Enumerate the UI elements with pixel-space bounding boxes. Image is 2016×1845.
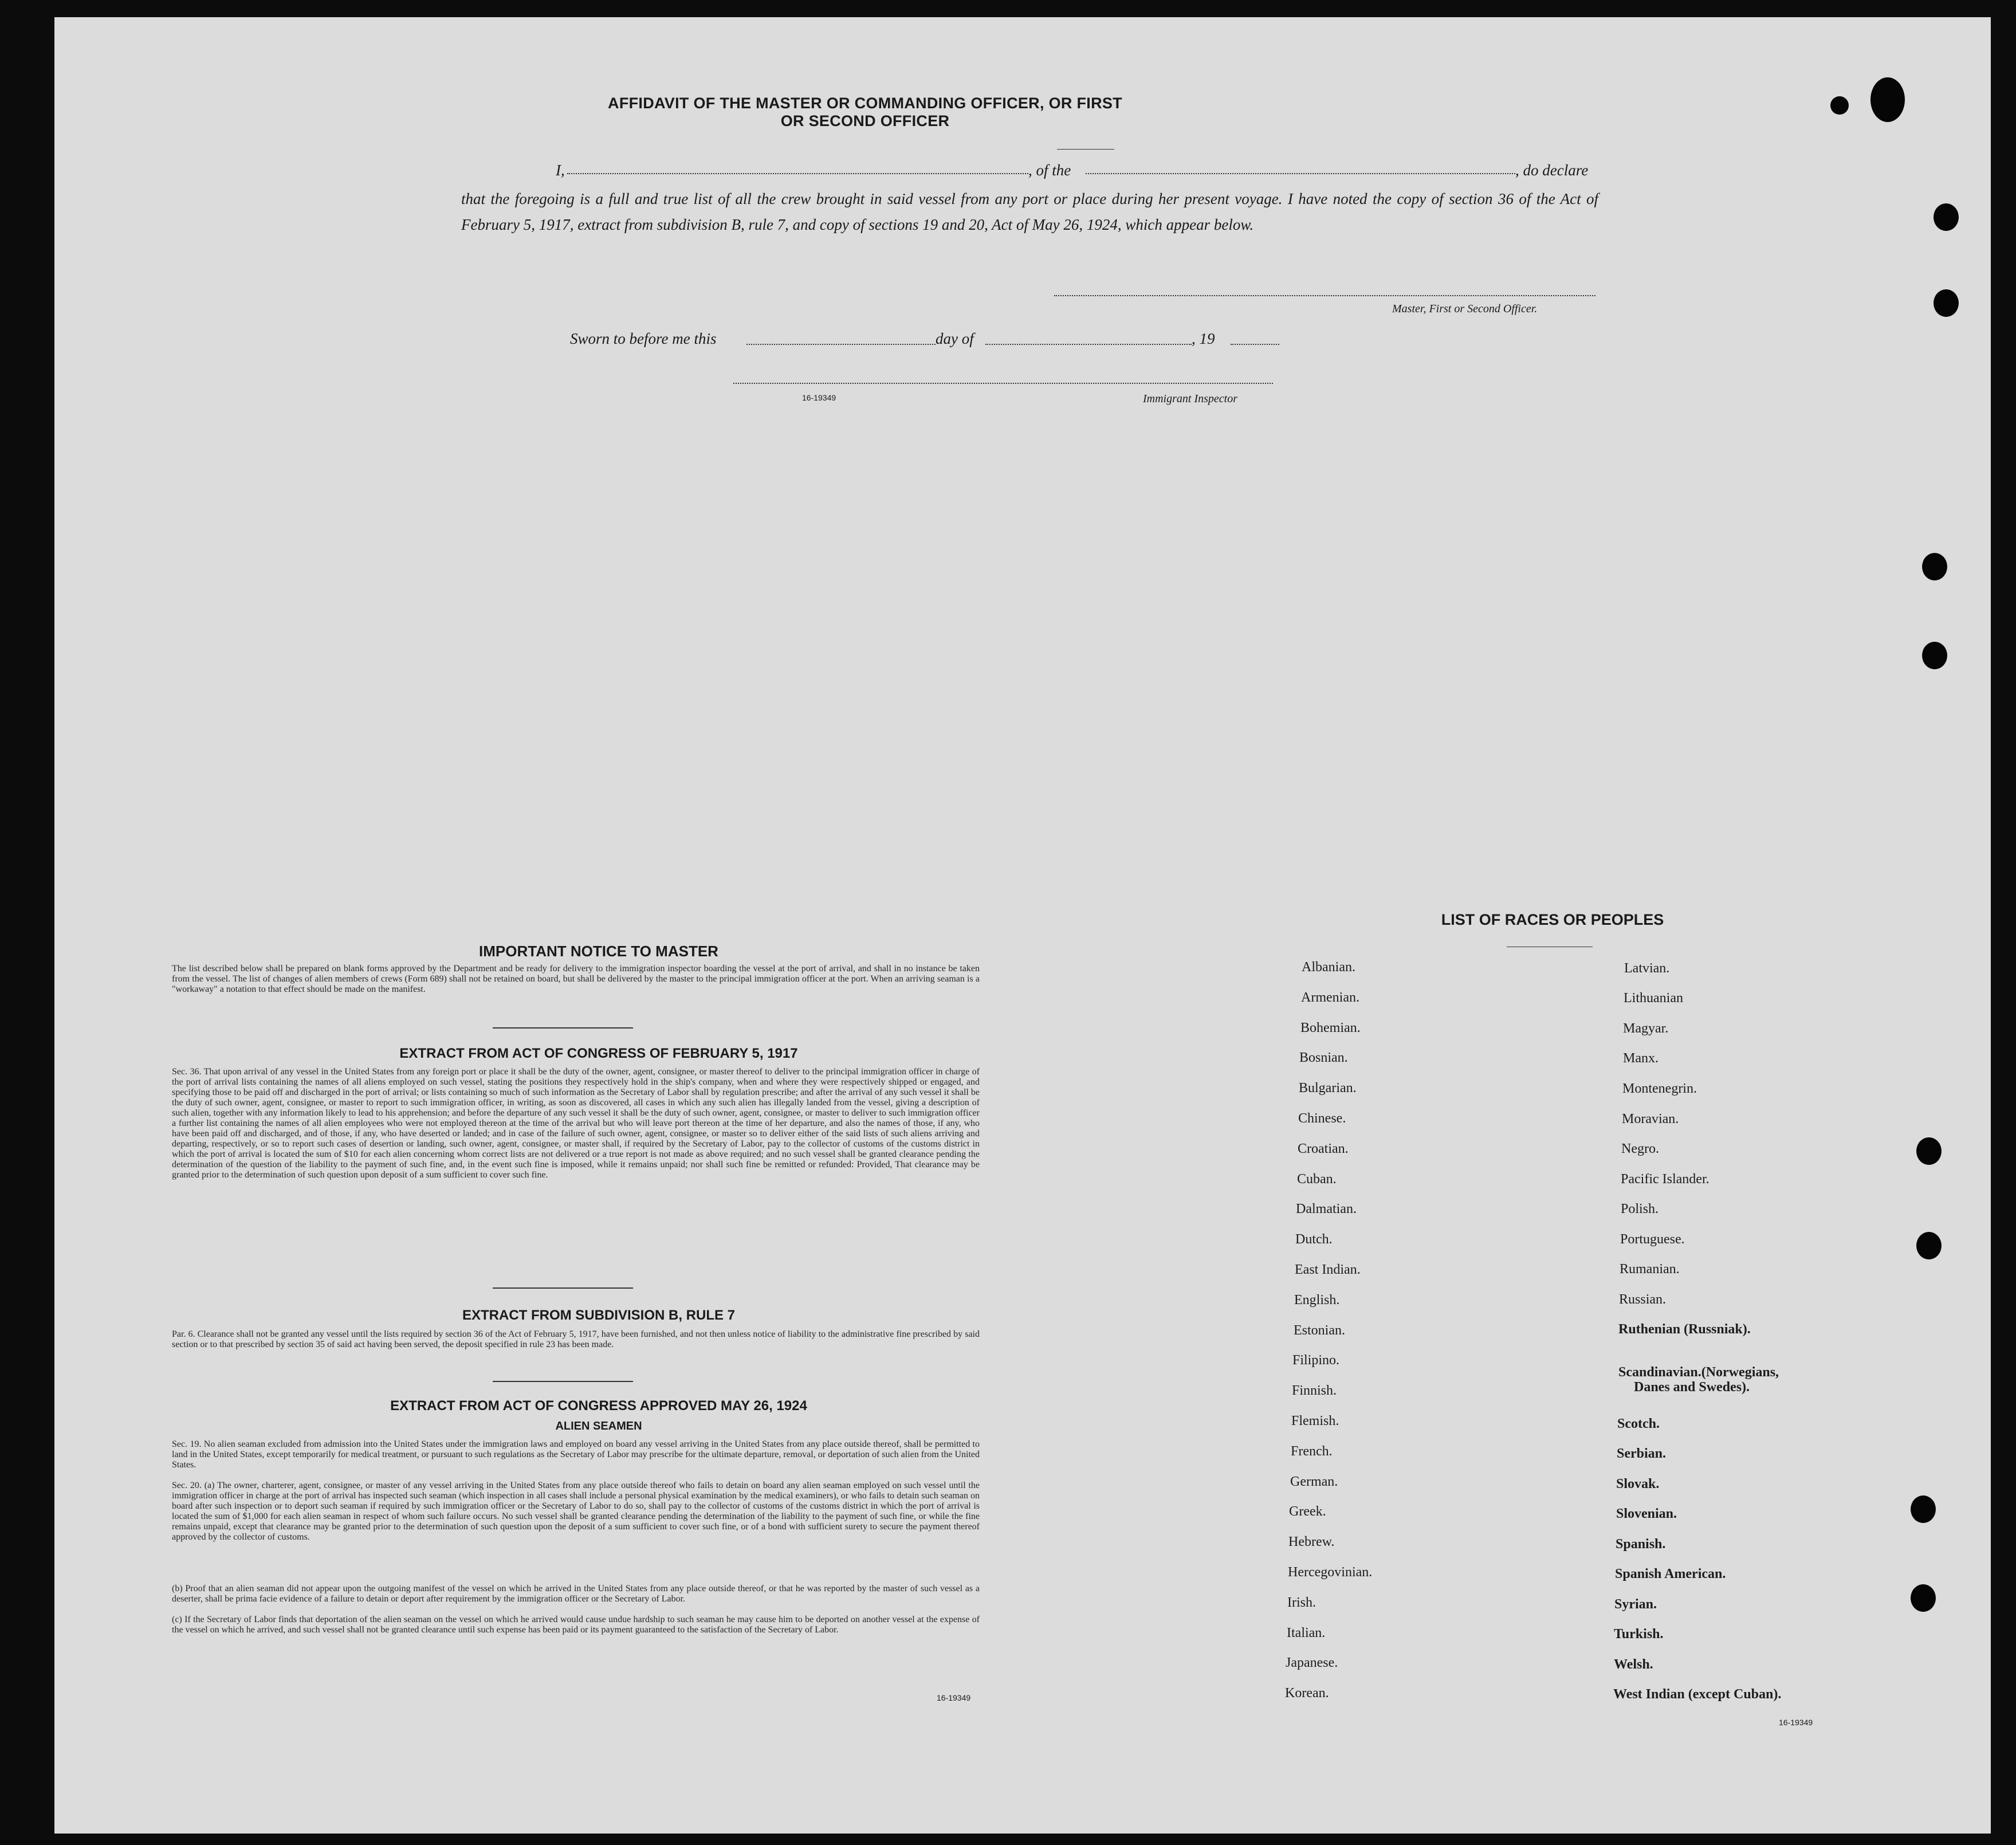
race-item: Serbian. (1617, 1446, 1667, 1461)
punch-hole (1916, 1137, 1942, 1165)
inspector-signature-field[interactable] (733, 383, 1273, 384)
race-item: Hebrew. (1288, 1534, 1335, 1550)
race-item: French. (1291, 1443, 1333, 1459)
race-item: Magyar. (1623, 1021, 1669, 1036)
punch-hole (1934, 203, 1959, 231)
race-item: Syrian. (1614, 1597, 1657, 1612)
punch-hole (1916, 1232, 1942, 1259)
race-item: Pacific Islander. (1621, 1172, 1710, 1187)
sec20b-text: (b) Proof that an alien seaman did not appear upon the outgoing manifest of the vessel on which he arrived in the United States from any place outside thereof, or that he was reported by the master of such vessel as a deserter, shall be prima facie evidence of a failure to detain or deport after requirement by the immigration officer or the Secretary of Labor. (172, 1584, 980, 1604)
race-item: Spanish. (1616, 1537, 1666, 1552)
race-item: Slovenian. (1616, 1506, 1677, 1521)
race-item: Chinese. (1298, 1111, 1346, 1126)
sworn-month-field[interactable] (985, 344, 1192, 345)
race-item: Armenian. (1301, 990, 1359, 1005)
race-item: Russian. (1619, 1292, 1667, 1307)
race-item: Hercegovinian. (1288, 1565, 1373, 1580)
master-signature-label: Master, First or Second Officer. (1392, 303, 1538, 315)
punch-hole (1922, 553, 1947, 580)
race-item: Bohemian. (1300, 1020, 1361, 1035)
sec19-text: Sec. 19. No alien seaman excluded from admission into the United States under the immigration laws and employed on board any vessel arriving in the United States from any place outside thereof, shall be permitted to land in the United States, except temporarily for medical treatment, or pursuant to such regulations as the Secretary of Labor may prescribe for the ultimate departure, removal, or deportation of such alien from the United States. (172, 1439, 980, 1470)
races-title: LIST OF RACES OR PEOPLES (1441, 911, 1664, 928)
sec20a-text: Sec. 20. (a) The owner, charterer, agent, consignee, or master of any vessel arriving in the United States from any place outside thereof who fails to detain on board any alien seaman employed on such vessel until the immigration officer in charge at the port of arrival has inspected such seaman (which inspection in all cases shall include a personal physical examination by the medical examiners), or who fails to detain such seaman on board after such inspection or to deport such seaman if required by such immigration officer or the Secretary of Labor to do so, shall pay to the collector of customs of the customs district in which the port of arrival is located the sum of $1,000 for each alien seaman in respect of whom such failure occurs. No such vessel shall be granted clearance pending the determination of the liability to the payment of such fine, or while the fine remains unpaid, except that clearance may be granted prior to the determination of such question upon the deposit of a sum sufficient to cover such fine, or of a bond with sufficient surety to secure the payment thereof approved by the collector of customs. (172, 1481, 980, 1542)
extract-1917-title: EXTRACT FROM ACT OF CONGRESS OF FEBRUARY 5, 1917 (399, 1046, 798, 1061)
race-item: Scotch. (1617, 1416, 1660, 1431)
race-item: Italian. (1287, 1625, 1326, 1640)
race-item: Scandinavian.(Norwegians, (1618, 1365, 1779, 1380)
punch-hole (1911, 1495, 1936, 1523)
sworn-year-field[interactable] (1231, 344, 1279, 345)
day-of-label: day of (936, 330, 974, 347)
race-item: Bulgarian. (1299, 1081, 1357, 1096)
race-item: Bosnian. (1299, 1050, 1348, 1066)
master-signature-field[interactable] (1054, 295, 1595, 296)
form-number: 16-19349 (1779, 1718, 1813, 1727)
sworn-day-field[interactable] (746, 344, 936, 345)
race-item: Polish. (1621, 1202, 1659, 1216)
race-item: Filipino. (1292, 1353, 1340, 1368)
race-item: Japanese. (1286, 1655, 1338, 1671)
race-item: Turkish. (1614, 1627, 1664, 1642)
sworn-label: Sworn to before me this (570, 330, 717, 347)
sec20c-text: (c) If the Secretary of Labor finds that deportation of the alien seaman on the vessel on which he arrived would cause undue hardship to such seaman he may cause him to be deported on another vessel at the expense of the vessel on which he arrived, and such vessel shall not be granted clearance until such expense has been paid or its payment guaranteed to the satisfaction of the Secretary of Labor. (172, 1615, 980, 1635)
rule7-title: EXTRACT FROM SUBDIVISION B, RULE 7 (462, 1308, 736, 1323)
section-divider (493, 1027, 633, 1029)
title-underline (1057, 149, 1114, 150)
race-item: Ruthenian (Russniak). (1618, 1322, 1751, 1337)
affidavit-declare-label: , do declare (1515, 162, 1589, 179)
section-divider (493, 1287, 633, 1289)
alien-seamen-subtitle: ALIEN SEAMEN (555, 1420, 642, 1432)
race-item: Welsh. (1614, 1657, 1653, 1672)
race-item: Cuban. (1297, 1171, 1337, 1187)
race-item: Croatian. (1298, 1141, 1349, 1156)
affidavit-paragraph: that the foregoing is a full and true list of all the crew brought in said vessel from any port or place during her present voyage. I have noted the copy of section 36 of the Act of February 5, 1917, extract from subdivision B, rule 7, and copy of sections 19 and 20, Act of May 26, 1924, which appear below. (461, 190, 1598, 233)
punch-hole (1911, 1584, 1936, 1612)
race-item: Rumanian. (1620, 1262, 1680, 1277)
punch-hole (1830, 96, 1849, 115)
race-item: Latvian. (1624, 961, 1670, 976)
section-divider (493, 1381, 633, 1382)
form-number: 16-19349 (802, 393, 836, 402)
race-item: Flemish. (1291, 1414, 1339, 1428)
race-item: Montenegrin. (1622, 1081, 1697, 1096)
race-item: Lithuanian (1624, 991, 1683, 1006)
race-item: Korean. (1285, 1686, 1329, 1701)
punch-hole (1922, 642, 1947, 669)
race-item: Albanian. (1302, 960, 1355, 975)
race-item: Manx. (1623, 1051, 1659, 1066)
race-item: West Indian (except Cuban). (1613, 1687, 1782, 1702)
race-item: East Indian. (1295, 1262, 1361, 1277)
race-item: Estonian. (1294, 1322, 1345, 1338)
affidavit-i-label: I, (556, 162, 565, 179)
affidavit-of-the-label: , of the (1028, 162, 1071, 179)
vessel-field[interactable] (1086, 173, 1515, 174)
race-item: Spanish American. (1615, 1567, 1726, 1581)
year-label: , 19 (1192, 330, 1215, 347)
race-item: Dalmatian. (1296, 1202, 1357, 1217)
race-item: Negro. (1621, 1141, 1659, 1156)
race-item: Finnish. (1292, 1383, 1337, 1399)
name-field[interactable] (567, 173, 1028, 174)
race-item: Greek. (1289, 1504, 1326, 1520)
notice-title: IMPORTANT NOTICE TO MASTER (479, 943, 718, 960)
extract-1924-title: EXTRACT FROM ACT OF CONGRESS APPROVED MAY 26, 1924 (390, 1398, 807, 1414)
race-item: Danes and Swedes). (1634, 1380, 1750, 1395)
race-item: Portuguese. (1620, 1232, 1685, 1247)
extract-1917-text: Sec. 36. That upon arrival of any vessel in the United States from any foreign port or place it shall be the duty of the owner, agent, consignee, or master thereof to deliver to the principal immigration officer in charge of the port of arrival lists containing the names of all aliens employed on such vessel, stating the positions they respectively hold in the ship's company, when and where they were respectively shipped or engaged, and specifying those to be paid off and discharged in the port of arrival; or lists containing so much of such information as the Secretary of Labor shall by regulation prescribe; and after the arrival of any such vessel it shall be the duty of such owner, agent, consignee, or master to report to such immigration officer, in writing, as soon as discovered, all cases in which any such alien has illegally landed from the vessel, giving a description of such alien, together with any information likely to lead to his apprehension; and before the departure of any such vessel it shall be the duty of such owner, agent, consignee, or master to deliver to such immigration officer a further list containing the names of all alien employees who were not employed thereon at the time of the arrival but who will leave port thereon at the time of her departure, and also the names of those, if any, who have been paid off and discharged, and of those, if any, who have deserted or landed; and in case of the failure of such owner, agent, consignee, or master so to deliver either of the said lists of such aliens arriving and departing, respectively, or so to report such cases of desertion or landing, such owner, agent, consignee, or master shall, if required by the Secretary of Labor, pay to the collector of customs of the customs district in which the port of arrival is located the sum of $10 for each alien concerning whom correct lists are not delivered or a true report is not made as above required; and no such vessel shall be granted clearance pending the determination of the question of the liability to the payment of such fine, and, in the event such fine is imposed, while it remains unpaid; nor shall such fine be remitted or refunded: Provided, That clearance may be granted prior to the determination of such question upon deposit of a sum sufficient to cover such fine. (172, 1067, 980, 1180)
punch-hole (1934, 289, 1959, 317)
inspector-label: Immigrant Inspector (1143, 392, 1237, 405)
notice-text: The list described below shall be prepared on blank forms approved by the Department and be ready for delivery to the immigration inspector boarding the vessel at the port of arrival, and shall in no instance be taken from the vessel. The list of changes of alien members of crews (Form 689) shall not be retained on board, but shall be delivered by the master to the principal immigration officer at the port. When an arriving seaman is a "workaway" a notation to that effect should be made on the manifest. (172, 964, 980, 994)
race-item: English. (1294, 1292, 1340, 1308)
race-item: Dutch. (1295, 1232, 1333, 1247)
affidavit-title: AFFIDAVIT OF THE MASTER OR COMMANDING OFFICER, OR FIRST OR SECOND OFFICER (608, 95, 1122, 129)
rule7-text: Par. 6. Clearance shall not be granted any vessel until the lists required by section 36 of the Act of February 5, 1917, have been furnished, and not then unless notice of liability to the administrative fine prescribed by said section or to that prescribed by section 35 of said act having been served, the deposit specified in rule 23 has been made. (172, 1329, 980, 1349)
form-number: 16-19349 (937, 1693, 971, 1702)
punch-hole (1870, 77, 1905, 122)
race-item: German. (1290, 1474, 1338, 1489)
race-item: Slovak. (1616, 1477, 1660, 1491)
race-item: Irish. (1287, 1595, 1316, 1610)
race-item: Moravian. (1622, 1112, 1679, 1126)
